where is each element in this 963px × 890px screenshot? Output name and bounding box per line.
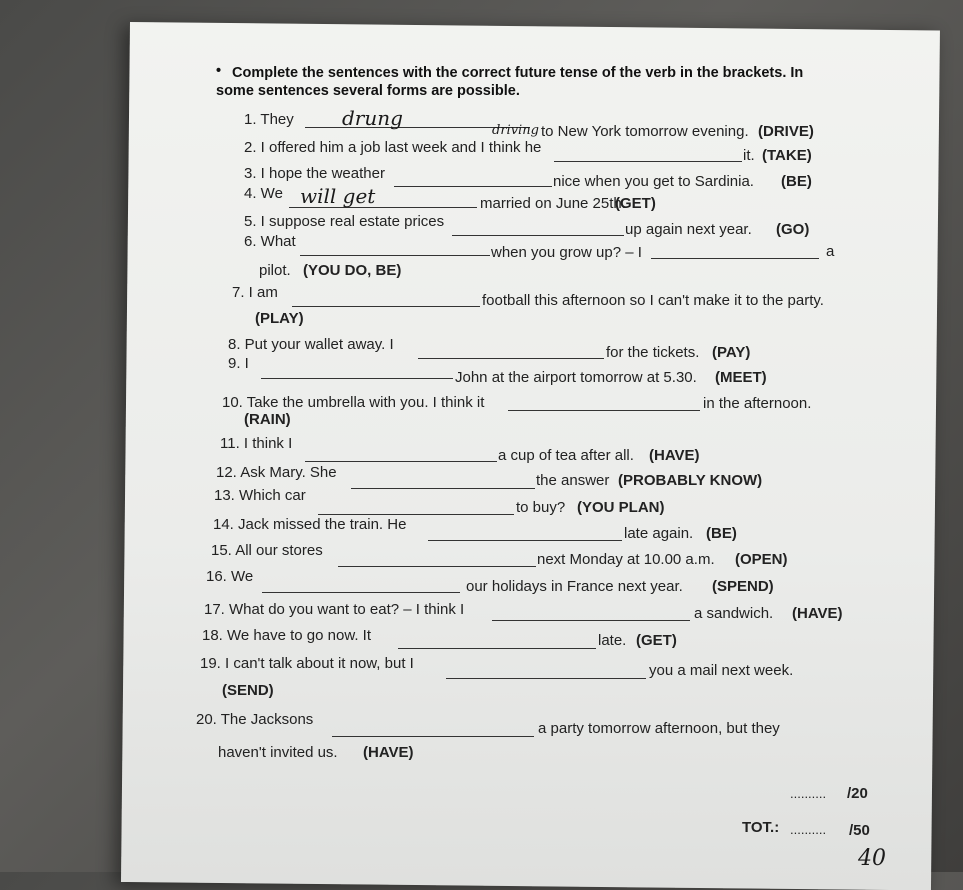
q5-start: 5. I suppose real estate prices [244, 213, 445, 230]
q15-verb: (OPEN) [735, 551, 788, 568]
q19-end: you a mail next week. [649, 662, 794, 679]
q19-blank[interactable] [446, 678, 646, 679]
q11-end: a cup of tea after all. [498, 447, 634, 464]
score-total-20: /20 [847, 785, 868, 802]
q13-start: 13. Which car [214, 487, 306, 504]
q19-start: 19. I can't talk about it now, but I [200, 655, 414, 672]
tot-label: TOT.: [742, 819, 780, 836]
q16-blank[interactable] [262, 592, 460, 593]
q11-start: 11. I think I [220, 435, 293, 452]
q7-verb: (PLAY) [255, 310, 304, 327]
q19-verb: (SEND) [222, 682, 274, 699]
q14-blank[interactable] [428, 540, 622, 541]
q10-verb: (RAIN) [244, 411, 291, 428]
q10-blank[interactable] [508, 410, 700, 411]
q10-end: in the afternoon. [703, 395, 812, 412]
q17-blank[interactable] [492, 620, 690, 621]
q9-blank[interactable] [261, 378, 453, 379]
q12-verb: (PROBABLY KNOW) [618, 472, 763, 489]
q20-end: a party tomorrow afternoon, but they [538, 720, 780, 737]
q3-verb: (BE) [781, 173, 812, 190]
q4-end: married on June 25th. [480, 195, 626, 212]
q20-line2: haven't invited us. [218, 744, 338, 761]
q9-end: John at the airport tomorrow at 5.30. [455, 369, 697, 386]
q7-start: 7. I am [232, 284, 278, 301]
q18-end: late. [598, 632, 627, 649]
q17-start: 17. What do you want to eat? – I think I [204, 601, 465, 618]
q3-blank[interactable] [394, 186, 552, 187]
q5-end: up again next year. [625, 221, 752, 238]
q14-start: 14. Jack missed the train. He [213, 516, 407, 533]
q10-start: 10. Take the umbrella with you. I think it [222, 394, 485, 411]
instruction-line-1: Complete the sentences with the correct future tense of the verb in the brackets. In [232, 65, 804, 81]
q6-verb: (YOU DO, BE) [303, 262, 402, 279]
bullet: • [216, 63, 222, 79]
q2-start: 2. I offered him a job last week and I think he [244, 139, 542, 156]
score-dots-1: .......... [790, 786, 827, 801]
q16-end: our holidays in France next year. [466, 578, 683, 595]
q20-start: 20. The Jacksons [196, 711, 314, 728]
q2-blank[interactable] [554, 161, 742, 162]
q15-blank[interactable] [338, 566, 536, 567]
q1-verb: (DRIVE) [758, 123, 814, 140]
q1-handwriting-b: driving [492, 123, 539, 138]
q8-blank[interactable] [418, 358, 604, 359]
q3-end: nice when you get to Sardinia. [553, 173, 754, 190]
q13-end: to buy? [516, 499, 566, 516]
q6-end: pilot. [259, 262, 291, 279]
q16-verb: (SPEND) [712, 578, 774, 595]
q4-start: 4. We [244, 185, 283, 202]
q6-start: 6. What [244, 233, 296, 250]
q4-verb: (GET) [615, 195, 656, 212]
q12-blank[interactable] [351, 488, 535, 489]
q3-start: 3. I hope the weather [244, 165, 385, 182]
q12-start: 12. Ask Mary. She [216, 464, 337, 481]
q7-blank[interactable] [292, 306, 480, 307]
q8-verb: (PAY) [712, 344, 751, 361]
q17-verb: (HAVE) [792, 605, 843, 622]
q11-verb: (HAVE) [649, 447, 700, 464]
q20-blank[interactable] [332, 736, 534, 737]
instruction-line-2: some sentences several forms are possible. [216, 83, 520, 99]
q6-article: a [826, 243, 835, 260]
q9-verb: (MEET) [715, 369, 767, 386]
q6-blank-2[interactable] [651, 258, 819, 259]
q4-handwriting: will get [300, 184, 376, 208]
q1-end: to New York tomorrow evening. [541, 123, 749, 140]
q14-verb: (BE) [706, 525, 737, 542]
q5-verb: (GO) [776, 221, 810, 238]
q18-blank[interactable] [398, 648, 596, 649]
q15-end: next Monday at 10.00 a.m. [537, 551, 715, 568]
q15-start: 15. All our stores [211, 542, 323, 559]
q6-blank-1[interactable] [300, 255, 490, 256]
q1-handwriting: drung [342, 106, 403, 130]
q2-verb: (TAKE) [762, 147, 812, 164]
q5-blank[interactable] [452, 235, 624, 236]
score-total-50: /50 [849, 822, 870, 839]
q16-start: 16. We [206, 568, 254, 585]
q7-end: football this afternoon so I can't make it to the party. [482, 292, 824, 309]
q6-mid: when you grow up? – I [491, 244, 642, 261]
q14-end: late again. [624, 525, 694, 542]
q17-end: a sandwich. [694, 605, 774, 622]
q13-verb: (YOU PLAN) [577, 499, 665, 516]
q9-start: 9. I [228, 355, 249, 372]
q11-blank[interactable] [305, 461, 497, 462]
q12-end: the answer [536, 472, 610, 489]
q18-verb: (GET) [636, 632, 677, 649]
q13-blank[interactable] [318, 514, 514, 515]
q8-end: for the tickets. [606, 344, 700, 361]
score-dots-2: .......... [790, 822, 827, 837]
q8-start: 8. Put your wallet away. I [228, 336, 394, 353]
q2-end: it. [743, 147, 755, 164]
q20-verb: (HAVE) [363, 744, 414, 761]
q18-start: 18. We have to go now. It [202, 627, 371, 644]
q1-start: 1. They [244, 111, 294, 128]
score-handwritten-fix: 40 [858, 846, 886, 871]
